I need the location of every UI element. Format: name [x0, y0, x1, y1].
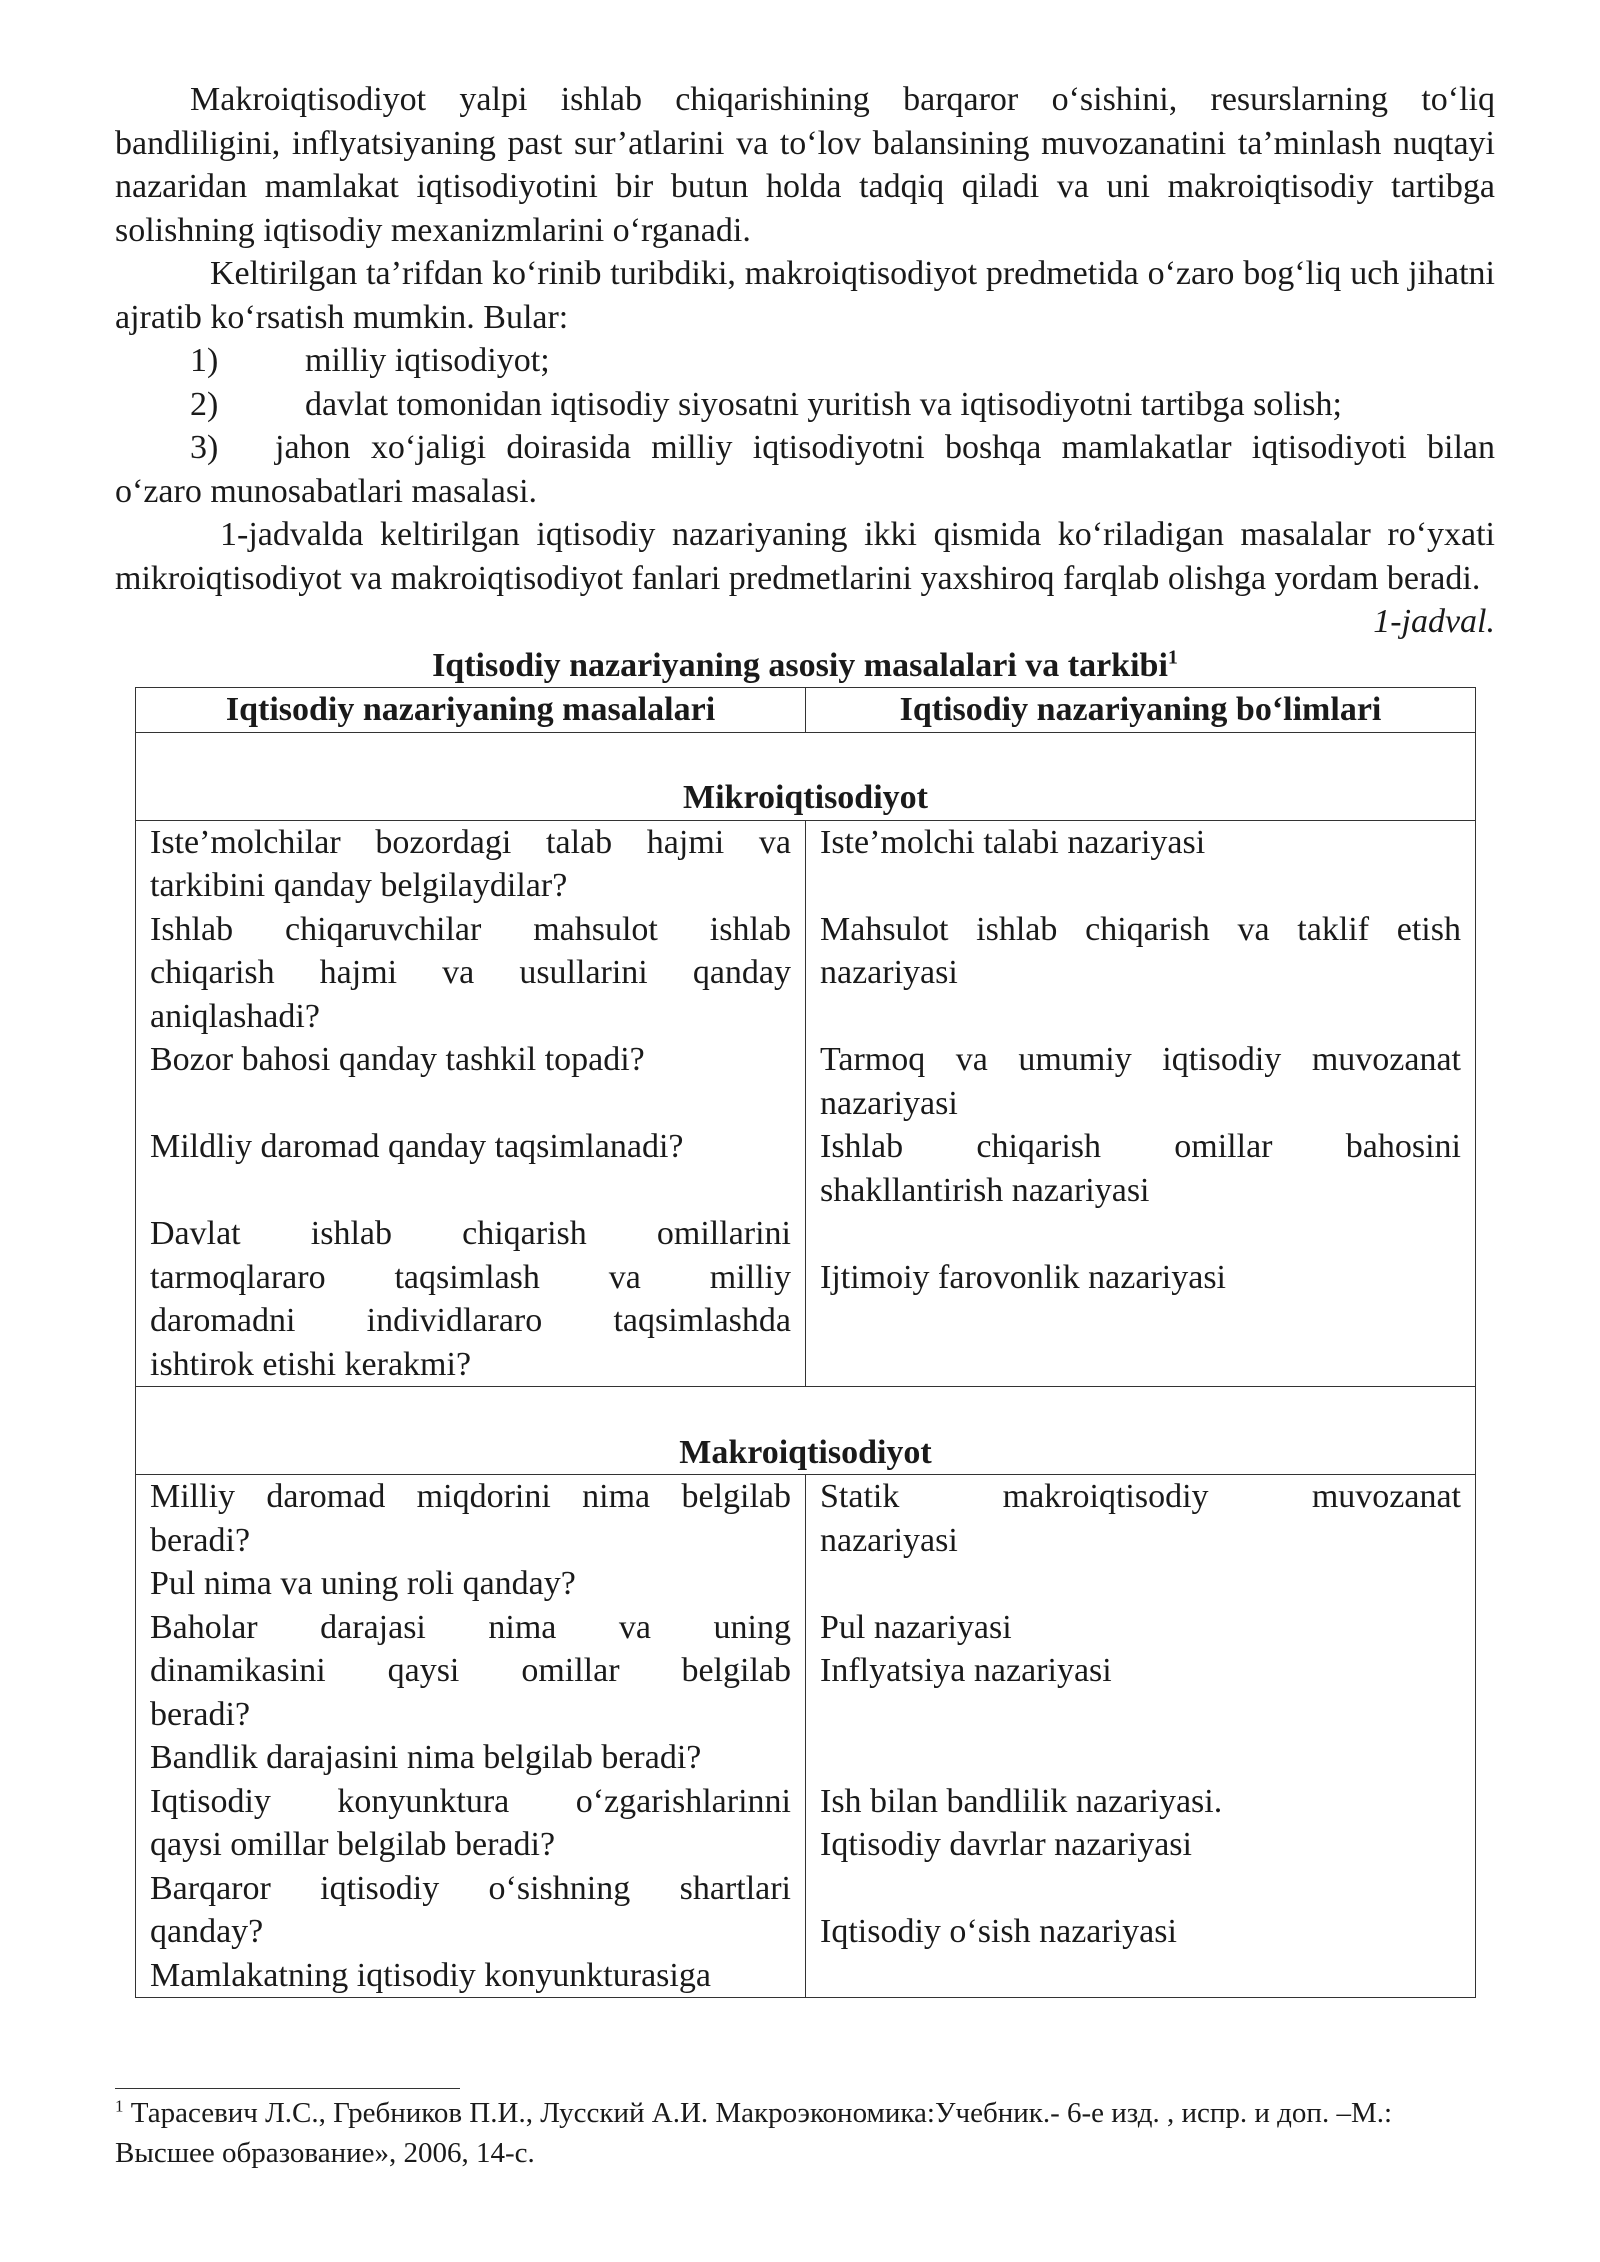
footnote-mark: 1 — [1167, 646, 1178, 669]
cell-text-line: Bandlik darajasini nima belgilab beradi? — [150, 1739, 702, 1776]
paragraph-table-intro: 1-jadvalda keltirilgan iqtisodiy nazariyaning ikki qismida ko‘riladigan masalalar ro‘yxati mikroiqtisodiyot va makroiqtisodiyot fanlari predmetlarini yaxshiroq farqlab olishga yordam beradi. — [115, 516, 1495, 597]
cell-text-line: nazariyasi — [820, 954, 958, 991]
cell-text-line: Mahsulot ishlab chiqarish va taklif etish — [820, 910, 1461, 948]
cell-gap — [820, 1693, 1461, 1737]
cell-text-line: Pul nima va uning roli qanday? — [150, 1565, 576, 1602]
cell-text-line: tarmoqlararo taqsimlash va milliy — [150, 1258, 791, 1296]
cell-text-line: Ishlab chiqaruvchilar mahsulot ishlab — [150, 910, 791, 948]
theory-table — [135, 687, 1476, 1998]
cell-gap — [820, 995, 1461, 1039]
cell-text-line: Statik makroiqtisodiy muvozanat — [820, 1478, 1461, 1515]
table-row — [136, 820, 1476, 1387]
table-section-row — [136, 1387, 1476, 1475]
cell-text-line: nazariyasi — [820, 1084, 958, 1122]
cell-text-line: Milliy daromad miqdorini nima belgilab — [150, 1478, 791, 1515]
cell-text-line: Davlat ishlab chiqarish omillarini — [150, 1215, 791, 1252]
cell-text-line: Inflyatsiya nazariyasi — [820, 1652, 1112, 1689]
cell-text-line: qanday? — [150, 1913, 264, 1950]
cell-text-line: daromadni individlararo taqsimlashda — [150, 1302, 791, 1339]
table-label: 1-jadval. — [1373, 603, 1495, 640]
table-section-row — [136, 732, 1476, 820]
cell-text-line: Pul nazariyasi — [820, 1608, 1012, 1646]
cell-text-line: Iste’molchi talabi nazariyasi — [820, 823, 1206, 861]
list-text: jahon xo‘jaligi doirasida milliy iqtisodiyotni boshqa mamlakatlar iqtisodiyoti bilan o‘zaro munosabatlari masalasi. — [115, 429, 1495, 510]
cell-gap — [150, 1082, 791, 1126]
column-header-questions: Iqtisodiy nazariyaning masalalari — [136, 688, 806, 733]
cell-gap — [820, 864, 1461, 908]
table-title-text: Iqtisodiy nazariyaning asosiy masalalari va tarkibi — [432, 646, 1168, 684]
list-item-3 — [115, 426, 1495, 513]
list-number: 1) — [190, 342, 219, 379]
document-page — [115, 78, 1495, 1998]
footnote-text: Тарасевич Л.С., Гребников П.И., Лусский А.И. Макроэкономика:Учебник.- 6-е изд. , испр. и доп. –М.: Высшее образование», 2006, 14-с. — [115, 2097, 1393, 2169]
list-text: milliy iqtisodiyot; — [305, 342, 550, 379]
cell-text-line: ishtirok etishi kerakmi? — [150, 1345, 472, 1383]
section-cell — [806, 820, 1476, 1387]
cell-text-line: Ishlab chiqarish omillar bahosini — [820, 1128, 1461, 1165]
cell-text-line: Baholar darajasi nima va uning — [150, 1608, 791, 1646]
cell-text-line: beradi? — [150, 1695, 251, 1733]
cell-text-line: Tarmoq va umumiy iqtisodiy muvozanat — [820, 1041, 1461, 1078]
paragraph-aspects-intro: Keltirilgan ta’rifdan ko‘rinib turibdiki, makroiqtisodiyot predmetida o‘zaro bog‘liq uch jihatni ajratib ko‘rsatish mumkin. Bular: — [115, 255, 1495, 336]
cell-text-line: chiqarish hajmi va usullarini qanday — [150, 954, 791, 991]
cell-text-line: nazariyasi — [820, 1521, 958, 1559]
section-cell — [806, 1475, 1476, 1998]
cell-text-line: aniqlashadi? — [150, 997, 320, 1035]
cell-gap — [820, 1343, 1461, 1387]
table-row — [136, 1475, 1476, 1998]
cell-gap — [820, 1212, 1461, 1256]
cell-text-line: Bozor bahosi qanday tashkil topadi? — [150, 1041, 645, 1078]
list-number: 2) — [190, 385, 219, 423]
cell-gap — [820, 1736, 1461, 1780]
cell-text-line: Ish bilan bandlilik nazariyasi. — [820, 1782, 1223, 1820]
table-section-title: Mikroiqtisodiyot — [136, 732, 1476, 820]
cell-text-line: beradi? — [150, 1521, 251, 1559]
cell-text-line: Iqtisodiy konyunktura o‘zgarishlarinni — [150, 1782, 791, 1820]
question-cell — [136, 820, 806, 1387]
cell-text-line: Mamlakatning iqtisodiy konyunkturasiga — [150, 1956, 711, 1994]
list-item-2 — [115, 383, 1495, 427]
cell-gap — [150, 1169, 791, 1213]
footnote — [115, 2093, 1495, 2173]
cell-text-line: tarkibini qanday belgilaydilar? — [150, 867, 568, 904]
cell-gap — [820, 1299, 1461, 1343]
table-title — [115, 644, 1495, 688]
table-header-row — [136, 688, 1476, 733]
list-number: 3) — [190, 429, 219, 466]
cell-gap — [820, 1954, 1461, 1998]
cell-text-line: Iqtisodiy davrlar nazariyasi — [820, 1826, 1192, 1863]
column-header-sections: Iqtisodiy nazariyaning bo‘limlari — [806, 688, 1476, 733]
cell-text-line: dinamikasini qaysi omillar belgilab — [150, 1652, 791, 1689]
cell-gap — [820, 1562, 1461, 1606]
cell-text-line: Ijtimoiy farovonlik nazariyasi — [820, 1258, 1226, 1296]
cell-text-line: Mildliy daromad qanday taqsimlanadi? — [150, 1128, 684, 1165]
cell-text-line: Barqaror iqtisodiy o‘sishning shartlari — [150, 1869, 791, 1907]
cell-text-line: qaysi omillar belgilab beradi? — [150, 1826, 556, 1863]
table-section-title: Makroiqtisodiyot — [136, 1387, 1476, 1475]
cell-text-line: Iste’molchilar bozordagi talab hajmi va — [150, 823, 791, 861]
footnote-number: 1 — [115, 2096, 124, 2116]
list-item-1 — [115, 339, 1495, 383]
paragraph-definition: Makroiqtisodiyot yalpi ishlab chiqarishining barqaror o‘sishini, resurslarning to‘liq bandliligini, inflyatsiyaning past sur’atlarini va to‘lov balansining muvozanatini ta’minlash nuqtayi nazaridan mamlakat iqtisodiyotini bir butun holda tadqiq qiladi va uni makroiqtisodiy tartibga solishning iqtisodiy mexanizmlarini o‘rganadi. — [115, 81, 1495, 249]
cell-text-line: Iqtisodiy o‘sish nazariyasi — [820, 1913, 1177, 1950]
footnote-divider — [115, 2088, 460, 2089]
question-cell — [136, 1475, 806, 1998]
cell-text-line: shakllantirish nazariyasi — [820, 1171, 1150, 1209]
list-text: davlat tomonidan iqtisodiy siyosatni yuritish va iqtisodiyotni tartibga solish; — [305, 385, 1342, 423]
cell-gap — [820, 1867, 1461, 1911]
